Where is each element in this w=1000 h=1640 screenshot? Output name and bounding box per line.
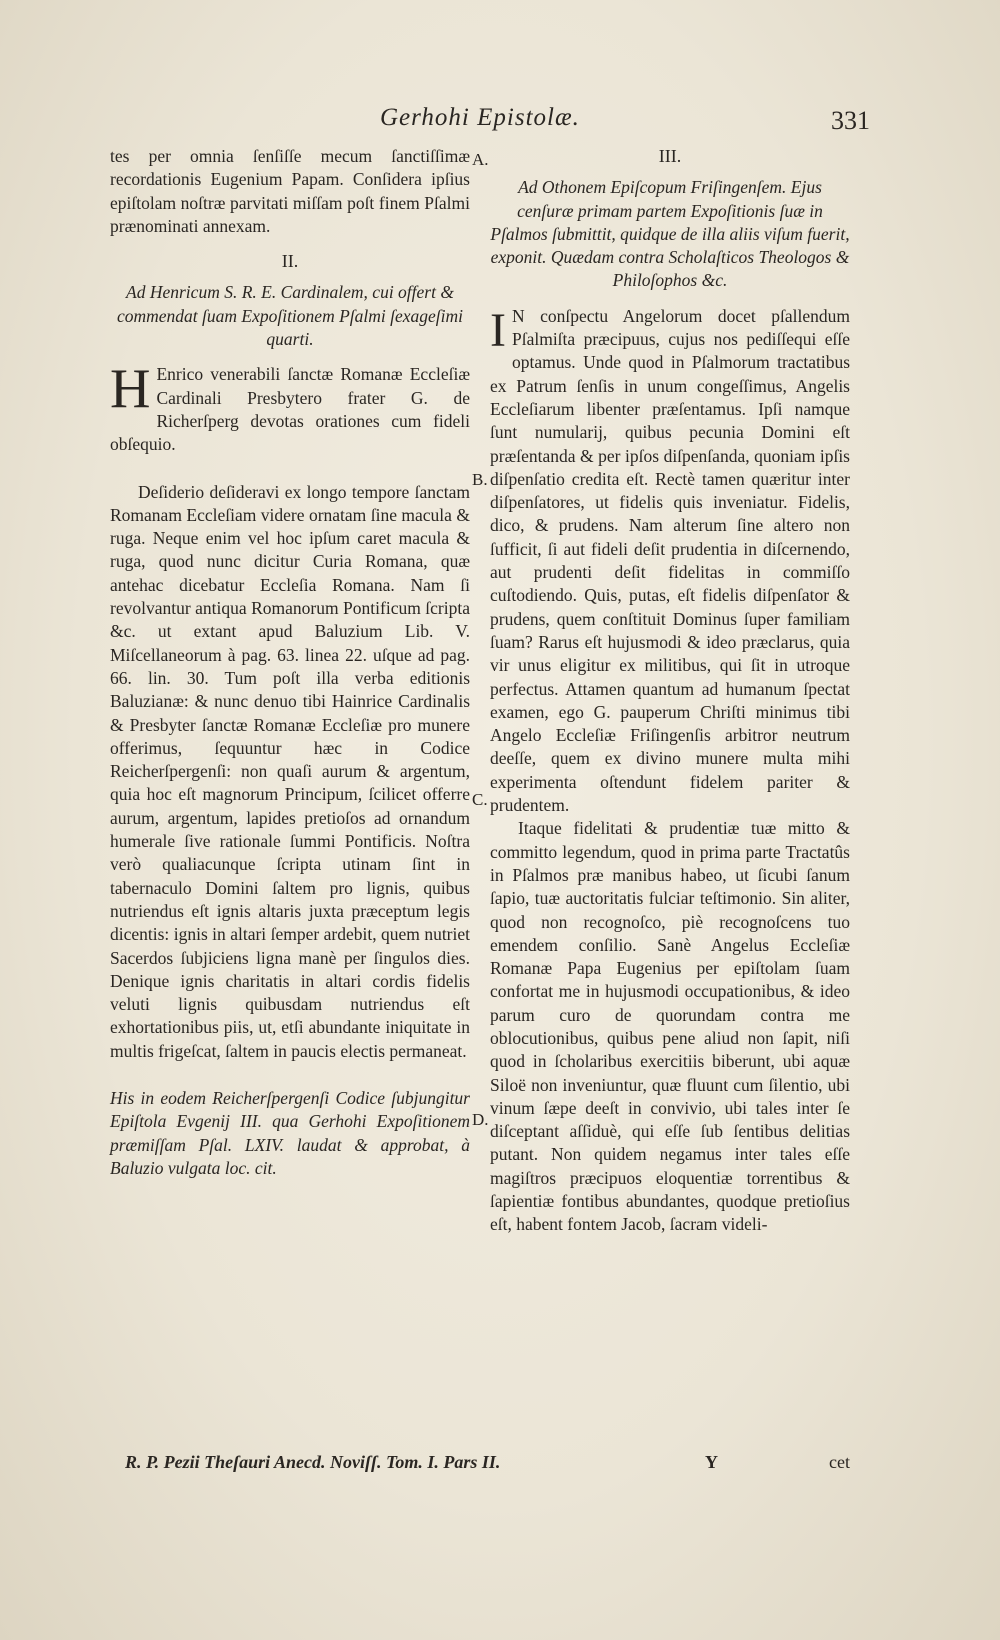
letter-body-right-1-text: N conſpectu Angelorum docet pſallendum Pſalmiſta præcipuus, cujus nos pediſſequi eſſe optamus. Unde quod in Pſalmorum tractatibus ex Patrum ſenſis in unum congeſſimus, Angelis Eccleſiarum libenter præſentamus. Ipſi namque ſunt numularij, quibus pecunia Domini eſt præſentanda & per ipſos diſpenſanda, quoniam ipſis diſpenſatio credita eſt. Rectè tamen quæritur inter diſpenſatores, ut fidelis quis inveniatur. Fidelis, dico, & prudens. Nam alterum ſine altero non ſufficit, ſi aut fideli deſit prudentia in diſcernendo, aut prudenti deſit fidelitas in commiſſo cuſtodiendo. Quis, putas, eſt fidelis diſpenſator & prudens, quem conſtituit Dominus ſuper familiam ſuam? Rarus eſt hujusmodi & ideo præclarus, quia vir unus eligitur ex militibus, qui ſit in utroque perfectus. Attamen quantum ad humanum ſpectat examen, ego G. pauperum Chriſti minimus tibi Angelo Eccleſiæ Friſingenſis arbitror neutrum deeſſe, quem ex divino munere multa mihi experimenta oſtendunt fidelem pariter & prudentem. xyxy=(490,305,850,816)
margin-letter-a: A. xyxy=(472,150,489,169)
left-column xyxy=(110,145,470,1180)
letter-heading-henricum: Ad Henricum S. R. E. Cardinalem, cui offert & commendat ſuam Expoſitionem Pſalmi ſexageſimi quarti. xyxy=(116,282,464,350)
signature-mark: Y xyxy=(705,1452,718,1472)
greeting-paragraph xyxy=(110,358,470,456)
drop-cap-h: H xyxy=(110,358,151,421)
catchword: cet xyxy=(829,1452,850,1472)
drop-cap-i: I xyxy=(490,303,506,357)
margin-letter-d: D. xyxy=(472,1110,489,1129)
margin-letter-c: C. xyxy=(472,790,488,809)
page-number: 331 xyxy=(831,106,870,135)
letter-body-right-1 xyxy=(490,305,850,818)
margin-letter-b: B. xyxy=(472,470,488,489)
letter-body-left: Deſiderio deſideravi ex longo tempore ſanctam Romanam Eccleſiam videre ornatam ſine macula & ruga. Neque enim vel hoc ipſum caret macula & ruga, quod nunc dicitur Curia Romana, quæ antehac dicebatur Eccleſia Romana. Nam ſi revolvantur antiqua Romanorum Pontificum ſcripta &c. ut extant apud Baluzium Lib. V. Miſcellaneorum à pag. 63. linea 22. uſque ad pag. 66. lin. 30. Tum poſt illa verba editionis Baluzianæ: & nunc denuo tibi Hainrice Cardinalis & Presbyter ſanctæ Romanæ Eccleſiæ pro munere offerimus, ſequuntur hæc in Codice Reicherſpergenſi: non quaſi aurum & argentum, quia hoc eſt magnorum Principum, ſcilicet offerre aurum, argentum, lapides pretioſos ad ornandum humerale ſive rationale ſummi Pontificis. Noſtra verò qualiacunque ſcripta utinam ſint in tabernaculo Domini ſaltem pro lignis, quibus nutriendus eſt ignis altaris juxta præceptum legis dicentis: ignis in altari ſemper ardebit, quem nutriet Sacerdos ſubjiciens ligna manè per ſingulos dies. Denique ignis charitatis in altari cordis fidelis veluti lignis quibusdam nutriendus eſt exhortationibus piis, ut, etſi abundante iniquitate in multis frigeſcat, ſaltem in paucis electis permaneat. xyxy=(110,481,470,1061)
letter-body-right-2: Itaque fidelitati & prudentiæ tuæ mitto & committo legendum, quod in prima parte Tractatûs in Pſalmos præ manibus habeo, ut ſicubi ſanum ſapio, tuæ auctoritatis fulciar teſtimonio. Sin aliter, quod non recognoſco, piè recognoſcens tuo emendem conſilio. Sanè Angelus Eccleſiæ Romanæ Papa Eugenius per epiſtolam ſuam confortat me in hujusmodi occupationibus, & ideo parum curo de quorundam contra me oblocutionibus, quibus pene aliud non ſapit, niſi quod in ſcholaribus exercitiis biberunt, ubi aquæ Siloë non inveniuntur, quæ fluunt cum ſilentio, ubi vinum ſæpe deeſt in convivio, ubi tales inter ſe diſceptant aſſiduè, qui eſſe ſub ſentibus delitias putant. Non quidem negamus inter tales eſſe magiſtros præcipuos eloquentiæ torrentibus & ſapientiæ fontibus abundantes, quodque pretioſius eſt, habent fontem Jacob, ſacram videli- xyxy=(490,818,850,1235)
right-column xyxy=(490,145,850,1237)
closing-note: His in eodem Reicherſpergenſi Codice ſubjungitur Epiſtola Evgenij III. qua Gerhohi Expoſitionem præmiſſam Pſal. LXIV. laudat & approbat, à Baluzio vulgata loc. cit. xyxy=(110,1087,470,1178)
letter-heading-othonem: Ad Othonem Epiſcopum Friſingenſem. Ejus cenſuræ primam partem Expoſitionis ſuæ in Pſalmos ſubmittit, quidque de illa aliis viſum fuerit, exponit. Quædam contra Scholaſticos Theologos & Philoſophos &c. xyxy=(490,177,850,291)
section-numeral-ii: II. xyxy=(281,251,299,272)
footer-title: R. P. Pezii Theſauri Anecd. Noviſſ. Tom. I. Pars II. xyxy=(125,1452,501,1472)
greeting-text: Enrico venerabili ſanctæ Romanæ Eccleſiæ Cardinali Presbytero frater G. de Richerſperg devotas orationes cum fideli obſequio. xyxy=(110,364,470,455)
page-header xyxy=(110,100,870,140)
running-title: Gerhohi Epistolæ. xyxy=(380,104,580,131)
left-intro-text: tes per omnia ſenſiſſe mecum ſanctiſſimæ recordationis Eugenium Papam. Conſidera ipſius epiſtolam noſtræ parvitati miſſam poſt finem Pſalmi prænominati annexam. xyxy=(110,146,470,236)
page-footer xyxy=(125,1452,860,1482)
section-numeral-iii: III. xyxy=(658,146,682,166)
